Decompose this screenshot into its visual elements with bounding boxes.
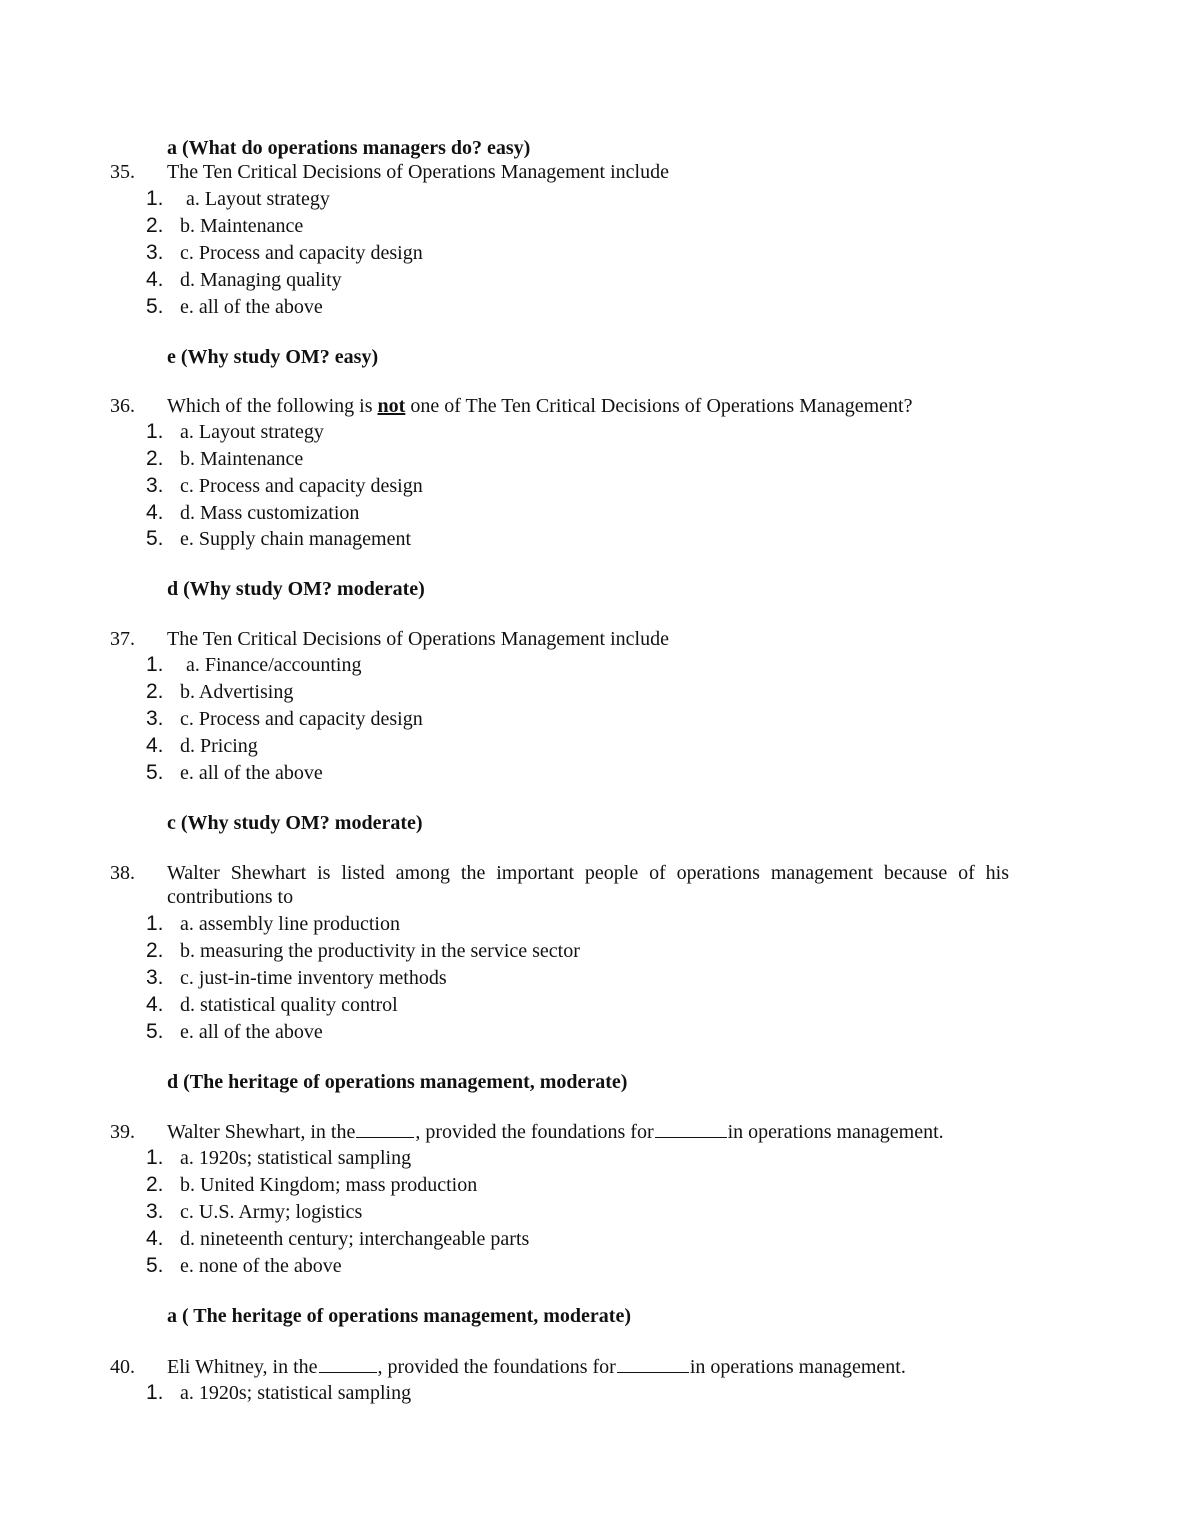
option-number: 2.	[146, 447, 164, 470]
option-number: 2.	[146, 1173, 164, 1196]
option-item	[146, 213, 303, 239]
option-number: 4.	[146, 734, 164, 757]
question-emphasis: not	[377, 395, 406, 417]
option-number: 1.	[146, 1146, 164, 1169]
option-item	[146, 240, 423, 266]
option-text: b. measuring the productivity in the service sector	[180, 940, 580, 962]
option-text: e. Supply chain management	[180, 528, 412, 550]
option-number: 3.	[146, 241, 164, 264]
question-number: 38.	[110, 862, 135, 884]
option-item	[146, 706, 423, 732]
answer-key-line: d (The heritage of operations management, moderate)	[167, 1071, 628, 1093]
option-text: c. just-in-time inventory methods	[180, 967, 447, 989]
option-item	[146, 1226, 529, 1252]
question-text-end: one of The Ten Critical Decisions of Operations Management?	[405, 395, 913, 417]
option-number: 4.	[146, 268, 164, 291]
option-text: d. Managing quality	[180, 269, 342, 291]
option-item	[146, 446, 303, 472]
option-item	[146, 965, 447, 991]
answer-key-line: c (Why study OM? moderate)	[167, 812, 423, 834]
option-item	[146, 1145, 411, 1171]
option-item	[146, 1199, 362, 1225]
option-item	[146, 294, 323, 320]
question-text-part: , provided the foundations for	[415, 1121, 654, 1143]
question-text-part: Walter Shewhart, in the	[167, 1121, 356, 1143]
option-number: 3.	[146, 1200, 164, 1223]
option-number: 2.	[146, 680, 164, 703]
option-number: 5.	[146, 1254, 164, 1277]
option-item	[146, 1172, 477, 1198]
option-text: e. none of the above	[180, 1255, 342, 1277]
option-number: 1.	[146, 1381, 164, 1404]
question-text-start: Which of the following is	[167, 395, 378, 417]
option-number: 5.	[146, 527, 164, 550]
option-number: 2.	[146, 939, 164, 962]
option-text: b. Maintenance	[180, 215, 304, 237]
answer-key-line: e (Why study OM? easy)	[167, 346, 379, 368]
option-item	[146, 733, 258, 759]
answer-key-line: a ( The heritage of operations management, moderate)	[167, 1305, 631, 1327]
option-item	[146, 267, 342, 293]
option-text: c. Process and capacity design	[180, 708, 423, 730]
option-number: 3.	[146, 474, 164, 497]
option-text: a. Layout strategy	[186, 188, 330, 210]
option-item	[146, 760, 323, 786]
option-item	[146, 186, 330, 212]
option-text: c. Process and capacity design	[180, 475, 423, 497]
option-item	[146, 419, 324, 445]
question-text-part: in operations management.	[689, 1356, 906, 1378]
option-item	[146, 911, 400, 937]
question-text-part: , provided the foundations for	[377, 1356, 616, 1378]
fill-in-blank	[655, 1136, 727, 1138]
option-text: a. 1920s; statistical sampling	[180, 1382, 412, 1404]
option-number: 3.	[146, 966, 164, 989]
option-text: e. all of the above	[180, 762, 323, 784]
question-number: 35.	[110, 161, 135, 183]
option-text: d. statistical quality control	[180, 994, 398, 1016]
question-text	[167, 394, 913, 418]
option-item	[146, 473, 423, 499]
option-text: e. all of the above	[180, 1021, 323, 1043]
answer-key-line: a (What do operations managers do? easy)	[167, 137, 531, 159]
option-number: 5.	[146, 761, 164, 784]
option-text: d. Mass customization	[180, 502, 360, 524]
option-item	[146, 1380, 411, 1406]
question-text: The Ten Critical Decisions of Operations Management include	[167, 628, 669, 650]
option-text: a. Finance/accounting	[186, 654, 362, 676]
question-number: 40.	[110, 1356, 135, 1378]
option-item	[146, 652, 362, 678]
option-number: 3.	[146, 707, 164, 730]
question-number: 39.	[110, 1121, 135, 1143]
option-item	[146, 500, 359, 526]
option-number: 5.	[146, 295, 164, 318]
option-number: 4.	[146, 501, 164, 524]
question-text-part: Eli Whitney, in the	[167, 1356, 318, 1378]
option-text: a. 1920s; statistical sampling	[180, 1147, 412, 1169]
fill-in-blank	[617, 1371, 689, 1373]
answer-key-line: d (Why study OM? moderate)	[167, 578, 425, 600]
option-number: 1.	[146, 420, 164, 443]
fill-in-blank	[319, 1371, 377, 1373]
option-number: 4.	[146, 993, 164, 1016]
question-number: 37.	[110, 628, 135, 650]
option-item	[146, 526, 411, 552]
question-text-part: in operations management.	[727, 1121, 944, 1143]
option-number: 1.	[146, 653, 164, 676]
option-number: 1.	[146, 187, 164, 210]
option-number: 1.	[146, 912, 164, 935]
fill-in-blank	[356, 1136, 414, 1138]
option-number: 2.	[146, 214, 164, 237]
question-text	[167, 1120, 944, 1144]
question-text: Walter Shewhart is listed among the important people of operations management because of his contributions to	[167, 862, 1009, 908]
question-text: The Ten Critical Decisions of Operations Management include	[167, 161, 669, 183]
option-text: d. nineteenth century; interchangeable parts	[180, 1228, 530, 1250]
option-item	[146, 938, 580, 964]
option-text: b. Maintenance	[180, 448, 304, 470]
option-item	[146, 992, 398, 1018]
option-text: d. Pricing	[180, 735, 258, 757]
option-text: c. U.S. Army; logistics	[180, 1201, 363, 1223]
option-text: a. Layout strategy	[180, 421, 324, 443]
option-item	[146, 1253, 342, 1279]
option-number: 4.	[146, 1227, 164, 1250]
option-item	[146, 679, 293, 705]
option-number: 5.	[146, 1020, 164, 1043]
question-number: 36.	[110, 395, 135, 417]
option-text: b. Advertising	[180, 681, 294, 703]
question-text	[167, 1355, 906, 1379]
option-text: e. all of the above	[180, 296, 323, 318]
option-text: b. United Kingdom; mass production	[180, 1174, 478, 1196]
option-item	[146, 1019, 323, 1045]
option-text: a. assembly line production	[180, 913, 400, 935]
option-text: c. Process and capacity design	[180, 242, 423, 264]
